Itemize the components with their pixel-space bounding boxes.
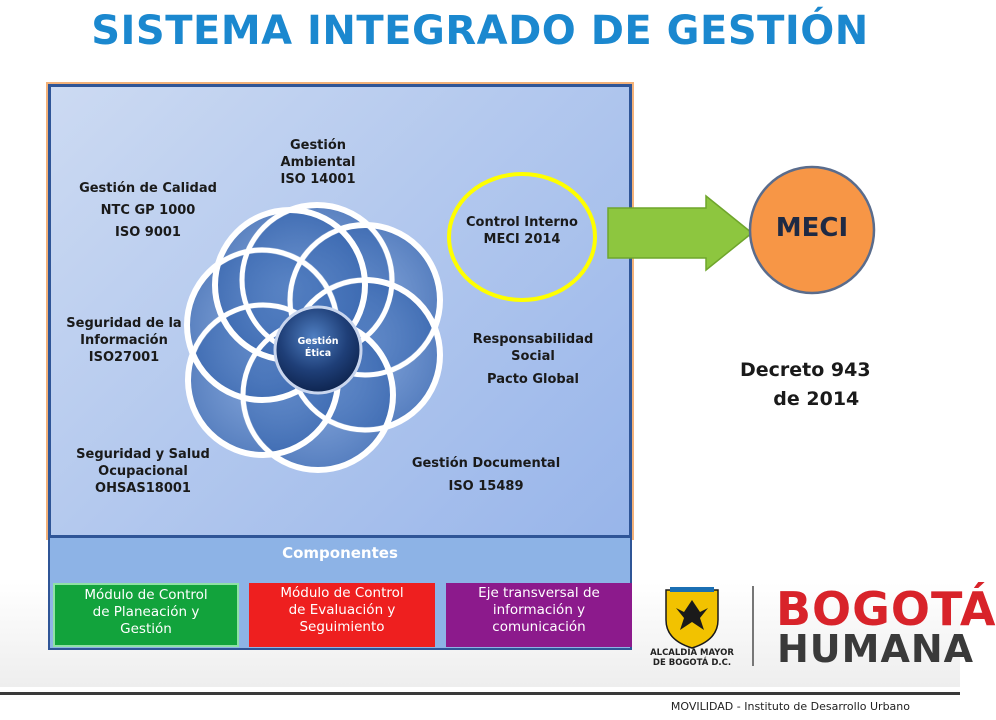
escudo-bogota-logo: [666, 587, 718, 648]
label-gestion-documental: Gestión Documental ISO 15489: [411, 456, 561, 495]
page-title: SISTEMA INTEGRADO DE GESTIÓN: [91, 8, 869, 54]
footer-text: MOVILIDAD - Instituto de Desarrollo Urbano: [670, 700, 910, 713]
label-responsabilidad-social: Responsabilidad Social Pacto Global: [472, 332, 594, 387]
label-gestion-etica: Gestión Ética: [297, 336, 339, 360]
module-evaluacion-seguimiento: Módulo de Control de Evaluación y Seguimiento: [249, 583, 435, 647]
footer-divider: [0, 692, 960, 695]
meci-label: MECI: [775, 213, 849, 243]
escudo-caption: ALCALDÍA MAYOR DE BOGOTÁ D.C.: [650, 648, 734, 669]
label-control-interno: Control Interno MECI 2014: [466, 215, 578, 247]
module-informacion-comunicacion: Eje transversal de información y comunicación: [446, 583, 632, 647]
logo-separator: [752, 586, 754, 666]
module-planeacion-gestion: Módulo de Control de Planeación y Gestión: [53, 583, 239, 647]
arrow-to-meci: [608, 196, 752, 270]
bogota-logo-text: BOGOTÁ: [776, 582, 996, 636]
label-gestion-calidad: Gestión de Calidad NTC GP 1000 ISO 9001: [79, 181, 217, 241]
humana-logo-text: HUMANA: [777, 627, 975, 671]
label-seguridad-informacion: Seguridad de la Información ISO27001: [66, 316, 182, 365]
label-seguridad-salud: Seguridad y Salud Ocupacional OHSAS18001: [76, 447, 210, 496]
components-title: Componentes: [282, 544, 398, 562]
decreto-text: Decreto 943 de 2014: [740, 359, 871, 410]
label-gestion-ambiental: Gestión Ambiental ISO 14001: [280, 138, 356, 187]
